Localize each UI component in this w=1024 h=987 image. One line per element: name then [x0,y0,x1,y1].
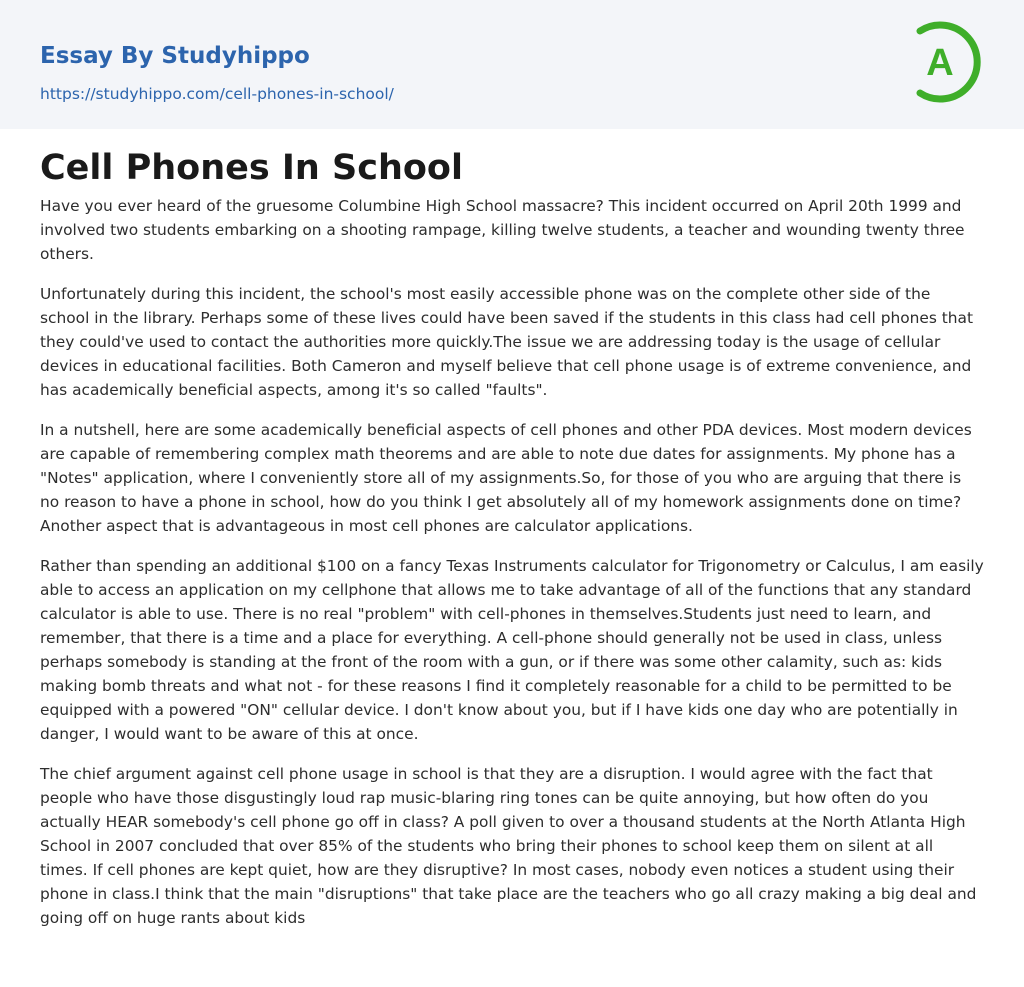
page-title: Cell Phones In School [40,148,463,188]
paragraph: Rather than spending an additional $100 on a fancy Texas Instruments calculator for Trigonometry or Calculus, I am easily able to access an application on my cellphone that allows me to take advantage of all of the functions that any standard calculator is able to use. There is no real "problem" with cell-phones in themselves.Students just need to learn, and remember, that there is a time and a place for everything. A cell-phone should generally not be used in class, unless perhaps somebody is standing at the front of the room with a gun, or if there was some other calamity, such as: kids making bomb threats and what not - for these reasons I find it completely reasonable for a child to be permitted to be equipped with a powered "ON" cellular device. I don't know about you, but if I have kids one day who are potentially in danger, I would want to be aware of this at once. [40,557,984,743]
logo-letter: A [926,42,954,84]
site-header [0,0,1024,129]
paragraph: Have you ever heard of the gruesome Columbine High School massacre? This incident occurred on April 20th 1999 and involved two students embarking on a shooting rampage, killing twelve students, a teacher and wounding twenty three others. [40,197,965,263]
paragraph: In a nutshell, here are some academically beneficial aspects of cell phones and other PDA devices. Most modern devices are capable of remembering complex math theorems and are able to note due dates for assignments. My phone has a "Notes" application, where I conveniently store all of my assignments.So, for those of you who are arguing that there is no reason to have a phone in school, how do you think I get absolutely all of my homework assignments done on time? Another aspect that is advantageous in most cell phones are calculator applications. [40,421,972,535]
studyhippo-logo-icon[interactable] [897,20,985,104]
paragraph: Unfortunately during this incident, the school's most easily accessible phone was on the complete other side of the school in the library. Perhaps some of these lives could have been saved if the students in this class had cell phones that they could've used to contact the authorities more quickly.The issue we are addressing today is the usage of cellular devices in educational facilities. Both Cameron and myself believe that cell phone usage is of extreme convenience, and has academically beneficial aspects, among it's so called "faults". [40,285,974,399]
page-url-link[interactable]: https://studyhippo.com/cell-phones-in-school/ [40,85,394,103]
site-brand[interactable]: Essay By Studyhippo [40,43,310,69]
paragraph: The chief argument against cell phone usage in school is that they are a disruption. I would agree with the fact that people who have those disgustingly loud rap music-blaring ring tones can be quite annoying, but how often do you actually HEAR somebody's cell phone go off in class? A poll given to over a thousand students at the North Atlanta High School in 2007 concluded that over 85% of the students who bring their phones to school keep them on silent at all times. If cell phones are kept quiet, how are they disruptive? In most cases, nobody even notices a student using their phone in class.I think that the main "disruptions" that take place are the teachers who go all crazy making a big deal and going off on huge rants about kids [40,765,977,927]
article-body [40,194,984,946]
